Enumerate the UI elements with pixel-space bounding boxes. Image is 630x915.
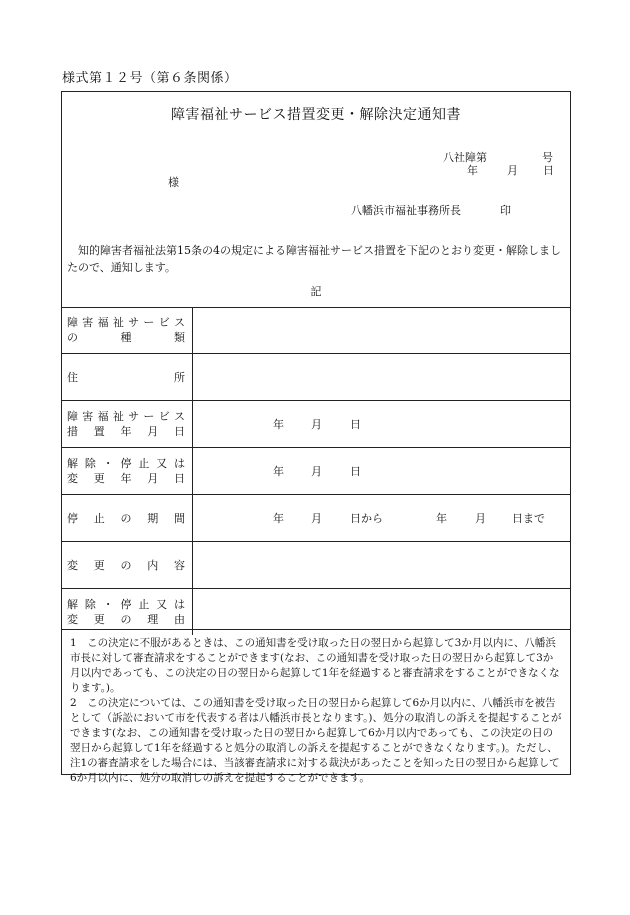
- seal-mark: 印: [500, 204, 511, 217]
- table-row: [62, 307, 570, 354]
- recipient-suffix: 様: [168, 176, 179, 189]
- row-label-change-content: 変更の内容: [62, 542, 193, 589]
- row-value-service-type: [193, 307, 571, 354]
- row-label-change-date: 解除・停止又は 変更年月日: [62, 448, 193, 495]
- notice-body: 知的障害者福祉法第15条の4の規定による障害福祉サービス措置を下記のとおり変更・解除しましたので、通知します。: [67, 244, 561, 274]
- issuer-name: 八幡浜市福祉事務所長: [351, 204, 461, 217]
- notice-form: [61, 91, 571, 784]
- row-label-change-reason: 解除・停止又は 変更の理由: [62, 589, 193, 636]
- doc-number-suffix: 号: [542, 151, 553, 164]
- row-label-suspension-period: 停止の期間: [62, 495, 193, 542]
- table-row: [62, 354, 570, 401]
- row-value-measure-date: 年 月 日: [193, 401, 571, 448]
- table-row: [62, 542, 570, 589]
- date-month: 月: [507, 164, 518, 177]
- doc-number-prefix: 八社障第: [443, 151, 487, 164]
- row-value-address: [193, 354, 571, 401]
- note-1: 1 この決定に不服があるときは、この通知書を受け取った日の翌日から起算して3か月以内に、八幡浜市長に対して審査請求をすることができます(なお、この通知書を受け取った日の翌日から起算して3か月以内であっても、この決定の日の翌日から起算して1年を経過すると審査請求をすることができなくなります。)。: [70, 637, 560, 694]
- ki-heading: 記: [310, 285, 322, 298]
- table-row: [62, 448, 570, 495]
- table-row: [62, 401, 570, 448]
- date-day: 日: [543, 164, 554, 177]
- details-table: [62, 307, 570, 635]
- notes-section: [62, 629, 570, 786]
- notice-header: [62, 92, 570, 308]
- form-number-label: 様式第１２号（第６条関係）: [62, 71, 238, 86]
- row-value-change-date: 年 月 日: [193, 448, 571, 495]
- row-label-service-type: 障害福祉サービス の 種 類: [62, 307, 193, 354]
- row-value-change-content: [193, 542, 571, 589]
- row-value-suspension-period: 年 月 日から 年 月 日まで: [193, 495, 571, 542]
- row-label-measure-date: 障害福祉サービス 措置年月日: [62, 401, 193, 448]
- note-2: 2 この決定については、この通知書を受け取った日の翌日から起算して6か月以内に、八幡浜市を被告として（訴訟において市を代表する者は八幡浜市長となります。)、処分の取消しの訴えを提起することができます(なお、この通知書を受け取った日の翌日から起算して6か月以内であっても、この決定の日の翌日から起算して1年を経過すると処分の取消しの訴えを提起することができなくなります。)。ただし、注1の審査請求をした場合には、当該審査請求に対する裁決があったことを知った日の翌日から起算して6か月以内に、処分の取消しの訴えを提起することができます。: [70, 697, 562, 784]
- table-row: [62, 495, 570, 542]
- document-title: 障害福祉サービス措置変更・解除決定通知書: [171, 107, 461, 123]
- date-year: 年: [467, 164, 478, 177]
- row-label-address: 住 所: [62, 354, 193, 401]
